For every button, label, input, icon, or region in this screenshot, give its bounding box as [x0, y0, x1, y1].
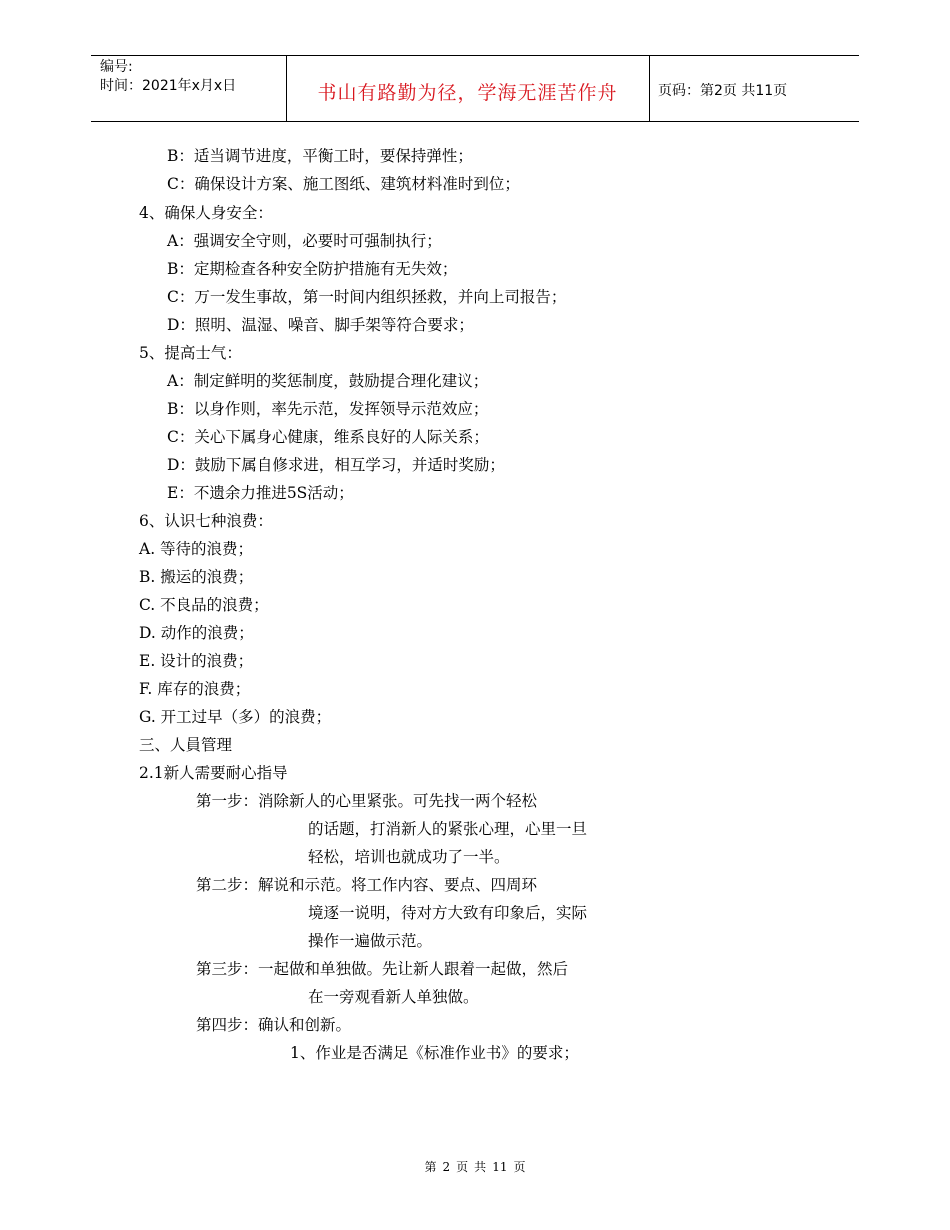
step-line: 第二步：解说和示范。将工作内容、要点、四周环: [196, 876, 538, 894]
footer-total-number: 11: [492, 1160, 508, 1174]
step-sub-item: 1、作业是否满足《标准作业书》的要求；: [290, 1044, 579, 1062]
chapter-heading: 三、人員管理: [139, 736, 233, 754]
body-line: B：定期检查各种安全防护措施有无失效；: [167, 260, 458, 278]
page-footer: [0, 1158, 950, 1175]
footer-total-unit: 页: [513, 1160, 526, 1174]
body-line: A：制定鲜明的奖惩制度，鼓励提合理化建议；: [167, 372, 489, 390]
body-line: E：不遗余力推进5S活动；: [167, 484, 354, 502]
body-line: D：照明、温湿、噪音、脚手架等符合要求；: [167, 316, 474, 334]
section-heading-6: 6、认识七种浪费：: [139, 512, 273, 530]
step-line: 第一步：消除新人的心里紧张。可先找一两个轻松: [196, 792, 538, 810]
step-continuation: 操作一遍做示范。: [308, 932, 433, 950]
body-line: D：鼓励下属自修求进，相互学习，并适时奖励；: [167, 456, 505, 474]
list-item: B. 搬运的浪费；: [139, 568, 254, 586]
step-continuation: 在一旁观看新人单独做。: [308, 988, 479, 1006]
list-item: A. 等待的浪费；: [139, 540, 254, 558]
step-continuation: 境逐一说明，待对方大致有印象后，实际: [308, 904, 588, 922]
document-number-label: 编号:: [100, 59, 133, 75]
list-item: E. 设计的浪费；: [139, 652, 254, 670]
step-continuation: 的话题，打消新人的紧张心理，心里一旦: [308, 820, 588, 838]
body-line: C：确保设计方案、施工图纸、建筑材料准时到位；: [167, 175, 520, 193]
list-item: F. 库存的浪费；: [139, 680, 251, 698]
list-item: D. 动作的浪费；: [139, 624, 254, 642]
body-line: B：以身作则，率先示范，发挥领导示范效应；: [167, 400, 489, 418]
header-page-info: 页码：第2页 共11页: [658, 83, 788, 99]
body-line: A：强调安全守则，必要时可强制执行；: [167, 232, 442, 250]
list-item: G. 开工过早（多）的浪费；: [139, 708, 332, 726]
footer-page-unit: 页: [456, 1160, 469, 1174]
section-heading-5: 5、提高士气：: [139, 344, 242, 362]
header-motto: 书山有路勤为径，学海无涯苦作舟: [317, 82, 618, 104]
header-divider-right: [649, 55, 650, 121]
step-line: 第三步：一起做和单独做。先让新人跟着一起做，然后: [196, 960, 569, 978]
footer-total-word: 共: [474, 1160, 487, 1174]
step-continuation: 轻松，培训也就成功了一半。: [308, 848, 510, 866]
header-bottom-rule: [91, 121, 859, 122]
subsection-heading: 2.1新人需要耐心指导: [139, 764, 288, 782]
body-line: C：关心下属身心健康，维系良好的人际关系；: [167, 428, 489, 446]
step-line: 第四步：确认和创新。: [196, 1016, 352, 1034]
body-line: C：万一发生事故，第一时间内组织拯救，并向上司报告；: [167, 288, 567, 306]
header-meta: [100, 58, 236, 96]
list-item: C. 不良品的浪费；: [139, 596, 269, 614]
footer-page-number: 2: [442, 1160, 451, 1174]
body-line: B：适当调节进度，平衡工时，要保持弹性；: [167, 147, 473, 165]
document-time-label: 时间：2021年x月x日: [100, 78, 237, 94]
section-heading-4: 4、确保人身安全：: [139, 204, 273, 222]
footer-page-word: 第: [424, 1160, 437, 1174]
header-top-rule: [91, 55, 859, 56]
